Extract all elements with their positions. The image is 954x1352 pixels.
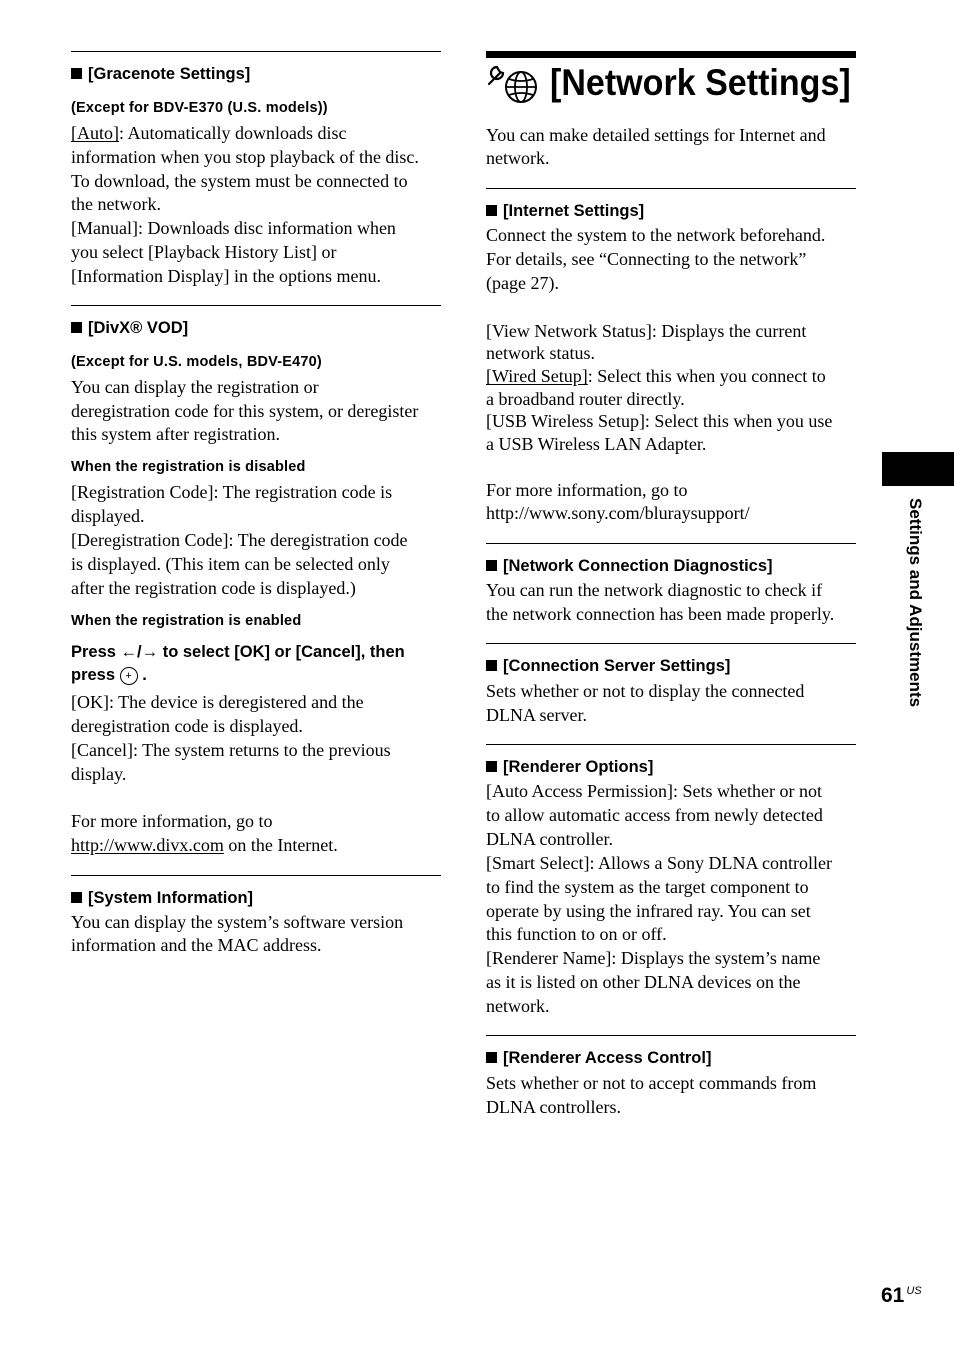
default-option-label: [Auto] <box>71 123 119 143</box>
press-instruction-line: press + . <box>71 666 147 684</box>
body-text: To download, the system must be connected to <box>71 171 408 191</box>
body-text: this function to on or off. <box>486 924 667 944</box>
body-text: You can make detailed settings for Internet and <box>486 125 826 145</box>
body-text: deregistration code for this system, or deregister <box>71 401 419 421</box>
body-text: [Auto Access Permission]: Sets whether or not <box>486 781 822 801</box>
server-heading: [Connection Server Settings] <box>486 655 730 677</box>
body-text: the network connection has been made properly. <box>486 604 835 624</box>
body-text: Connect the system to the network beforehand. <box>486 225 826 245</box>
chapter-tab <box>882 452 954 486</box>
disabled-subheading: When the registration is disabled <box>71 459 306 475</box>
section-divider <box>486 643 856 644</box>
body-text: [OK]: The device is deregistered and the <box>71 692 364 712</box>
wired-setup-line: [Wired Setup]: Select this when you connect to <box>486 366 826 386</box>
body-text: displayed. <box>71 506 145 526</box>
body-text: operate by using the infrared ray. You can set <box>486 901 811 921</box>
body-text: For more information, go to <box>486 480 688 500</box>
section-bullet-icon <box>486 660 497 671</box>
section-bullet-icon <box>486 560 497 571</box>
body-text: as it is listed on other DLNA devices on the <box>486 972 801 992</box>
gracenote-auto-line: [Auto]: Automatically downloads disc <box>71 123 347 143</box>
section-bullet-icon <box>486 205 497 216</box>
body-text: the network. <box>71 194 161 214</box>
body-text: [View Network Status]: Displays the current <box>486 321 807 341</box>
body-text: (page 27). <box>486 273 559 293</box>
diagnostics-heading: [Network Connection Diagnostics] <box>486 555 773 577</box>
section-divider <box>486 744 856 745</box>
title-bar <box>486 51 856 58</box>
body-text: network status. <box>486 343 595 363</box>
body-text: [Information Display] in the options menu. <box>71 266 381 286</box>
body-text: to allow automatic access from newly detected <box>486 805 823 825</box>
body-text: DLNA server. <box>486 705 587 725</box>
default-option-label: [Wired Setup] <box>486 366 588 386</box>
section-divider <box>486 543 856 544</box>
body-text: network. <box>486 996 550 1016</box>
body-text: For more information, go to <box>71 811 273 831</box>
renderer-options-heading: [Renderer Options] <box>486 756 653 778</box>
sysinfo-heading: [System Information] <box>71 887 253 909</box>
renderer-access-heading: [Renderer Access Control] <box>486 1047 711 1069</box>
body-text: Sets whether or not to accept commands from <box>486 1073 817 1093</box>
gracenote-heading: [Gracenote Settings] <box>71 63 250 85</box>
divx-url-line: http://www.divx.com on the Internet. <box>71 835 338 855</box>
section-bullet-icon <box>71 68 82 79</box>
body-text: Sets whether or not to display the connected <box>486 681 805 701</box>
press-instruction-line: Press ←/→ to select [OK] or [Cancel], then <box>71 643 405 661</box>
section-divider <box>71 875 441 876</box>
body-text: a broadband router directly. <box>486 389 685 409</box>
section-bullet-icon <box>71 892 82 903</box>
body-text: you select [Playback History List] or <box>71 242 337 262</box>
section-bullet-icon <box>486 761 497 772</box>
body-text: deregistration code is displayed. <box>71 716 303 736</box>
section-divider <box>71 51 441 52</box>
body-text: is displayed. (This item can be selected only <box>71 554 390 574</box>
body-text: DLNA controllers. <box>486 1097 621 1117</box>
body-text: DLNA controller. <box>486 829 613 849</box>
page-title: [Network Settings] <box>550 62 851 103</box>
internet-heading: [Internet Settings] <box>486 200 644 222</box>
divx-url-link[interactable]: http://www.divx.com <box>71 835 224 855</box>
sony-support-url[interactable]: http://www.sony.com/bluraysupport/ <box>486 503 750 523</box>
body-text: information and the MAC address. <box>71 935 322 955</box>
body-text: [USB Wireless Setup]: Select this when you use <box>486 411 833 431</box>
body-text: after the registration code is displayed.) <box>71 578 356 598</box>
body-text: network. <box>486 148 550 168</box>
body-text: display. <box>71 764 127 784</box>
enter-button-icon: + <box>120 667 138 685</box>
section-divider <box>486 188 856 189</box>
enabled-subheading: When the registration is enabled <box>71 613 302 629</box>
section-divider <box>71 305 441 306</box>
section-bullet-icon <box>71 322 82 333</box>
body-text: to find the system as the target component to <box>486 877 809 897</box>
section-bullet-icon <box>486 1052 497 1063</box>
body-text: [Deregistration Code]: The deregistration code <box>71 530 408 550</box>
body-text: information when you stop playback of the disc. <box>71 147 419 167</box>
body-text: [Manual]: Downloads disc information when <box>71 218 396 238</box>
section-divider <box>486 1035 856 1036</box>
body-text: a USB Wireless LAN Adapter. <box>486 434 707 454</box>
body-text: [Cancel]: The system returns to the previous <box>71 740 391 760</box>
body-text: [Smart Select]: Allows a Sony DLNA controller <box>486 853 832 873</box>
body-text: [Registration Code]: The registration code is <box>71 482 393 502</box>
divx-note: (Except for U.S. models, BDV-E470) <box>71 354 322 370</box>
body-text: You can display the system’s software version <box>71 912 404 932</box>
body-text: You can run the network diagnostic to check if <box>486 580 823 600</box>
wrench-globe-icon <box>486 62 540 104</box>
divx-heading: [DivX® VOD] <box>71 317 188 339</box>
body-text: this system after registration. <box>71 424 280 444</box>
body-text: For details, see “Connecting to the network” <box>486 249 807 269</box>
body-text: You can display the registration or <box>71 377 319 397</box>
chapter-side-label: Settings and Adjustments <box>906 498 925 708</box>
body-text: [Renderer Name]: Displays the system’s name <box>486 948 821 968</box>
gracenote-note: (Except for BDV-E370 (U.S. models)) <box>71 100 328 116</box>
page-number: 61 $^{US}$ <box>881 1284 922 1307</box>
